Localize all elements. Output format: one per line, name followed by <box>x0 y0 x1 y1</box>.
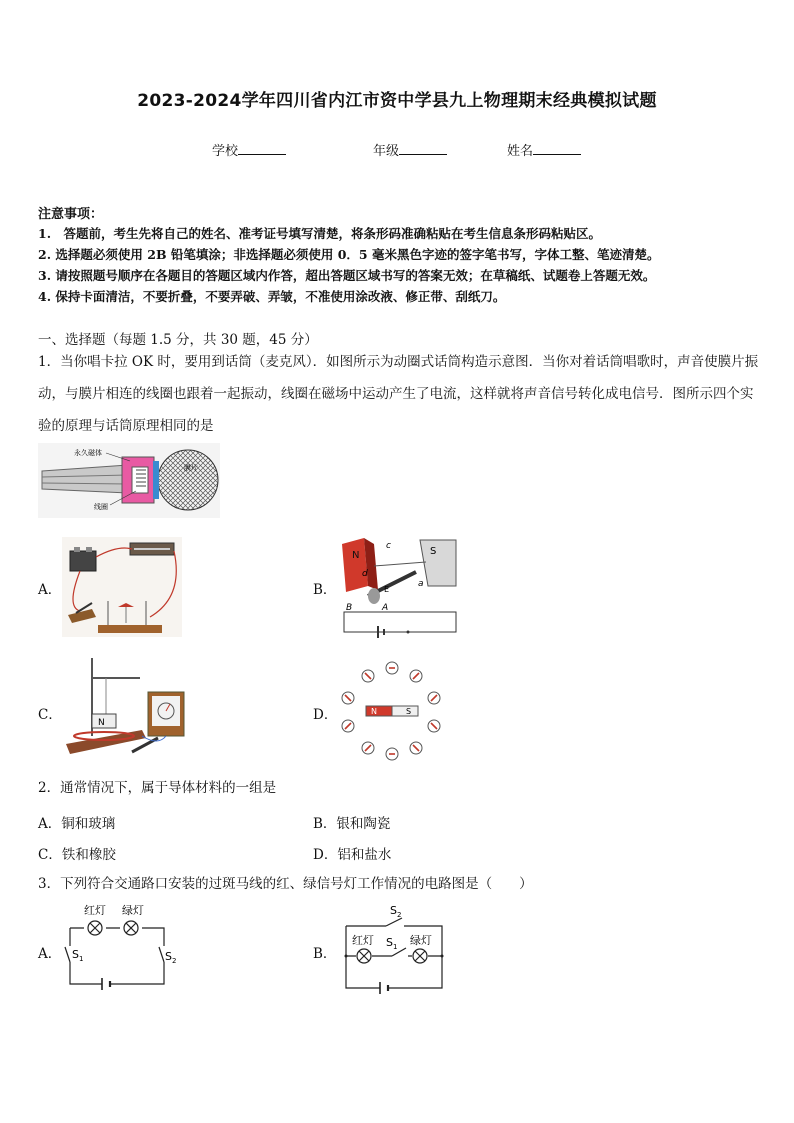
q3-option-b-circuit <box>340 904 448 996</box>
b-label-c: c <box>386 541 391 551</box>
b-label-d: d <box>362 569 368 579</box>
option-c-label[interactable]: C． <box>38 707 62 723</box>
option-a-label[interactable]: A． <box>38 582 62 598</box>
option-b-diagram <box>338 536 460 640</box>
q3b-s1-label: $S_1$ <box>386 936 398 951</box>
section-heading: 一、选择题（每题 1.5 分，共 30 题，45 分） <box>38 332 318 348</box>
d-label-n: N <box>371 707 377 716</box>
school-field: 学校 <box>212 140 286 159</box>
question-3-text: 3．下列符合交通路口安装的过斑马线的红、绿信号灯工作情况的电路图是（ ） <box>38 876 533 892</box>
note-item: 2. 选择题必须使用 2B 铅笔填涂；非选择题必须使用 0．5 毫米黑色字迹的签字笔书写，字体工整、笔迹清楚。 <box>38 247 660 262</box>
b-label-a: a <box>418 579 424 589</box>
q3b-red-label: 红灯 <box>352 934 374 947</box>
q2-option-c[interactable]: C．铁和橡胶 <box>38 847 116 863</box>
c-label-n: N <box>98 718 105 728</box>
option-c-diagram <box>62 656 190 762</box>
option-b-label[interactable]: B． <box>313 582 337 598</box>
microphone-diagram <box>38 443 220 518</box>
option-a-diagram <box>62 537 182 637</box>
b-label-bb: B <box>346 603 353 613</box>
q3a-red-label: 红灯 <box>84 904 106 917</box>
q3a-s2-label: $S_2$ <box>165 950 177 965</box>
coil-label: 线圈 <box>94 503 108 511</box>
film-label: 膜片 <box>184 464 198 472</box>
b-label-n: N <box>352 550 360 561</box>
q3a-green-label: 绿灯 <box>122 904 144 917</box>
b-label-e: E <box>384 585 390 594</box>
q3-option-b-label[interactable]: B． <box>313 946 337 962</box>
question-2-text: 2．通常情况下，属于导体材料的一组是 <box>38 780 277 796</box>
q3-option-a-circuit <box>62 900 177 992</box>
q3a-s1-label: $S_1$ <box>72 948 84 963</box>
option-d-diagram <box>338 658 444 762</box>
q2-option-b[interactable]: B．银和陶瓷 <box>313 816 391 832</box>
option-d-label[interactable]: D． <box>313 707 338 723</box>
q3-option-a-label[interactable]: A． <box>38 946 62 962</box>
b-label-aa: A <box>382 603 389 613</box>
note-item: 1. 答题前，考生先将自己的姓名、准考证号填写清楚，将条形码准确粘贴在考生信息条形码粘贴区。 <box>38 226 602 241</box>
notes-heading: 注意事项： <box>38 207 104 222</box>
magnet-label: 永久磁体 <box>74 449 102 457</box>
b-label-s: S <box>430 546 437 557</box>
note-item: 4. 保持卡面清洁，不要折叠，不要弄破、弄皱，不准使用涂改液、修正带、刮纸刀。 <box>38 289 506 304</box>
question-1-text: 1．当你唱卡拉 OK 时，要用到话筒（麦克风）．如图所示为动圈式话筒构造示意图．当你对着话筒唱歌时，声音使膜片振动，与膜片相连的线圈也跟着一起振动，线圈在磁场中运动产生了电流，这样就将声音信号转化成电信号．图所示四个实验的原理与话筒原理相同的是 <box>38 354 759 434</box>
d-label-s: S <box>406 707 412 716</box>
note-item: 3. 请按照题号顺序在各题目的答题区域内作答，超出答题区域书写的答案无效；在草稿纸、试题卷上答题无效。 <box>38 268 656 283</box>
page-title: 2023-2024学年四川省内江市资中学县九上物理期末经典模拟试题 <box>137 91 657 111</box>
q2-option-d[interactable]: D．铝和盐水 <box>313 847 392 863</box>
name-field: 姓名 <box>507 140 581 159</box>
q3b-green-label: 绿灯 <box>410 934 432 947</box>
grade-field: 年级 <box>373 140 447 159</box>
q3b-s2-label: $S_2$ <box>390 904 402 919</box>
q2-option-a[interactable]: A．铜和玻璃 <box>38 816 116 832</box>
